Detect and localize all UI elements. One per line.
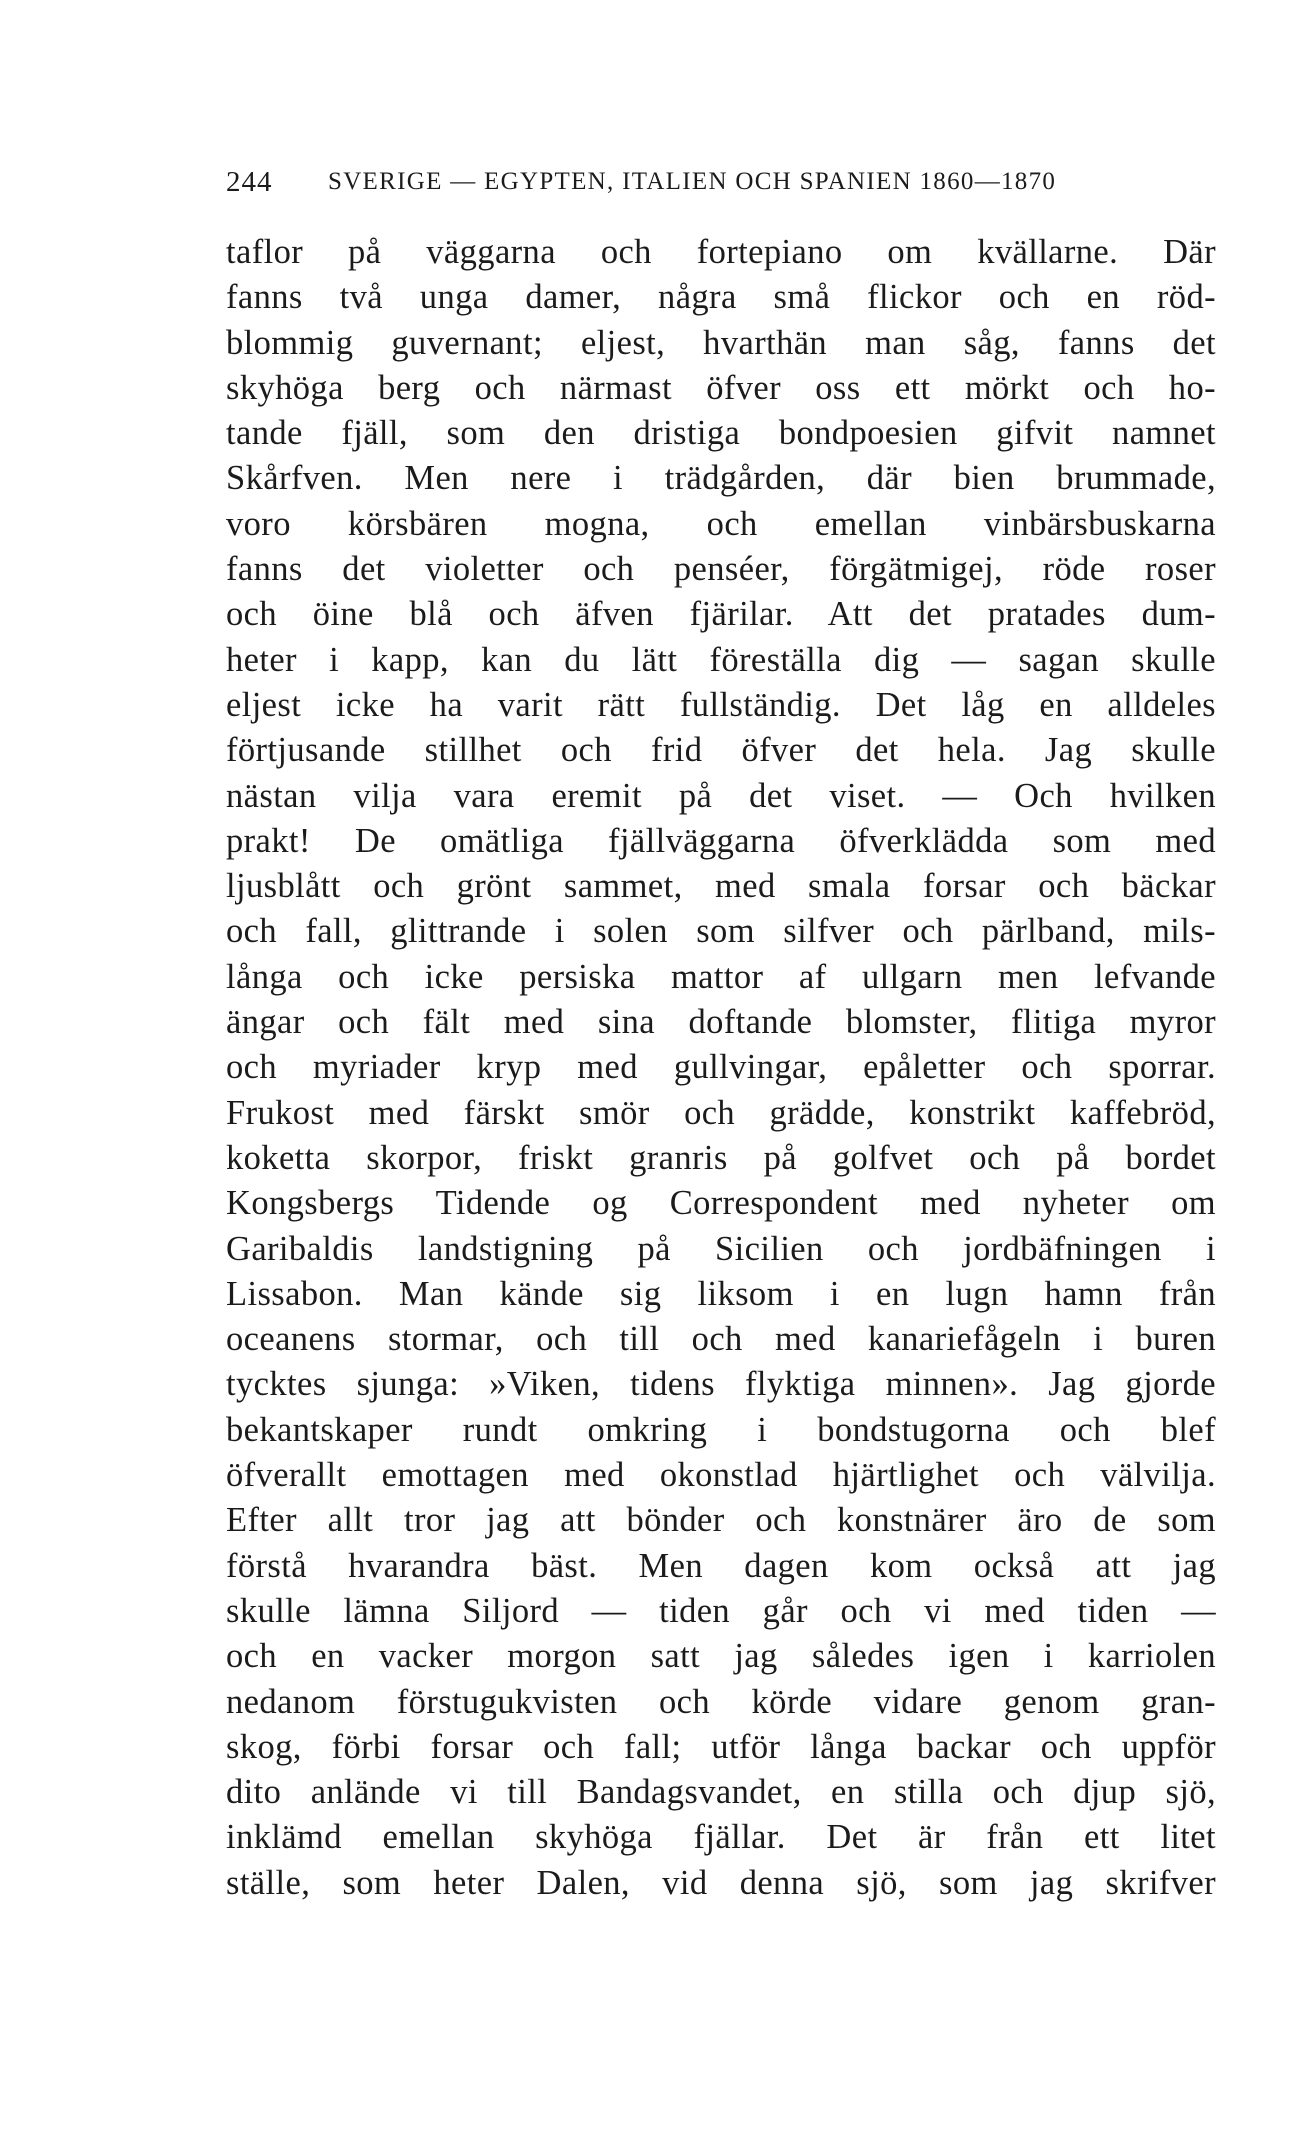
- text-line: oceanens stormar, och till och med kanariefågeln i buren: [226, 1320, 1216, 1359]
- text-line: koketta skorpor, friskt granris på golfvet och på bordet: [226, 1138, 1216, 1177]
- text-line: och fall, glittrande i solen som silfver och pärlband, mils-: [226, 912, 1216, 951]
- text-line: Efter allt tror jag att bönder och konstnärer äro de som: [226, 1501, 1216, 1540]
- running-head-title: SVERIGE — EGYPTEN, ITALIEN OCH SPANIEN 1860—1870: [328, 168, 1057, 195]
- text-line: nedanom förstugukvisten och körde vidare genom gran-: [226, 1682, 1216, 1721]
- text-line: skyhöga berg och närmast öfver oss ett mörkt och ho-: [226, 368, 1216, 407]
- text-line: dito anlände vi till Bandagsvandet, en stilla och djup sjö,: [226, 1773, 1216, 1812]
- text-line: Garibaldis landstigning på Sicilien och jordbäfningen i: [226, 1229, 1216, 1268]
- text-line: och en vacker morgon satt jag således igen i karriolen: [226, 1637, 1216, 1676]
- body-text: [226, 230, 1216, 1906]
- text-line: blommig guvernant; eljest, hvarthän man såg, fanns det: [226, 323, 1216, 362]
- text-line: Frukost med färskt smör och grädde, konstrikt kaffebröd,: [226, 1093, 1216, 1132]
- running-head: [226, 166, 1144, 206]
- text-line: heter i kapp, kan du lätt föreställa dig — sagan skulle: [226, 640, 1216, 679]
- text-line: taflor på väggarna och fortepiano om kvällarne. Där: [226, 233, 1216, 271]
- text-line: öfverallt emottagen med okonstlad hjärtlighet och välvilja.: [226, 1456, 1216, 1495]
- text-line: inklämd emellan skyhöga fjällar. Det är från ett litet: [226, 1818, 1216, 1857]
- text-line: eljest icke ha varit rätt fullständig. Det låg en alldeles: [226, 685, 1216, 724]
- text-line: Kongsbergs Tidende og Correspondent med nyheter om: [226, 1184, 1216, 1223]
- text-line: tycktes sjunga: »Viken, tidens flyktiga minnen». Jag gjorde: [226, 1365, 1216, 1404]
- text-line: fanns det violetter och penséer, förgätmigej, röde roser: [226, 550, 1216, 589]
- text-line: förstå hvarandra bäst. Men dagen kom också att jag: [226, 1546, 1216, 1585]
- text-line: långa och icke persiska mattor af ullgarn men lefvande: [226, 957, 1216, 996]
- text-line: prakt! De omätliga fjällväggarna öfverklädda som med: [226, 821, 1216, 860]
- text-line: tande fjäll, som den dristiga bondpoesien gifvit namnet: [226, 414, 1216, 453]
- page-number: 244: [226, 166, 273, 198]
- text-line: Skårfven. Men nere i trädgården, där bien brummade,: [226, 459, 1216, 498]
- text-line: förtjusande stillhet och frid öfver det hela. Jag skulle: [226, 731, 1216, 770]
- text-line: ställe, som heter Dalen, vid denna sjö, som jag skrifver: [226, 1863, 1216, 1902]
- text-line: fanns två unga damer, några små flickor och en röd-: [226, 278, 1216, 317]
- text-line: ljusblått och grönt sammet, med smala forsar och bäckar: [226, 867, 1216, 906]
- text-line: och öine blå och äfven fjärilar. Att det pratades dum-: [226, 595, 1216, 634]
- text-line: Lissabon. Man kände sig liksom i en lugn hamn från: [226, 1274, 1216, 1313]
- text-line: skog, förbi forsar och fall; utför långa backar och uppför: [226, 1727, 1216, 1766]
- text-line: och myriader kryp med gullvingar, epåletter och sporrar.: [226, 1048, 1216, 1087]
- text-line: nästan vilja vara eremit på det viset. — Och hvilken: [226, 776, 1216, 815]
- text-line: voro körsbären mogna, och emellan vinbärsbuskarna: [226, 504, 1216, 543]
- text-line: skulle lämna Siljord — tiden går och vi med tiden —: [226, 1591, 1216, 1630]
- text-line: ängar och fält med sina doftande blomster, flitiga myror: [226, 1003, 1216, 1042]
- text-line: bekantskaper rundt omkring i bondstugorna och blef: [226, 1410, 1216, 1449]
